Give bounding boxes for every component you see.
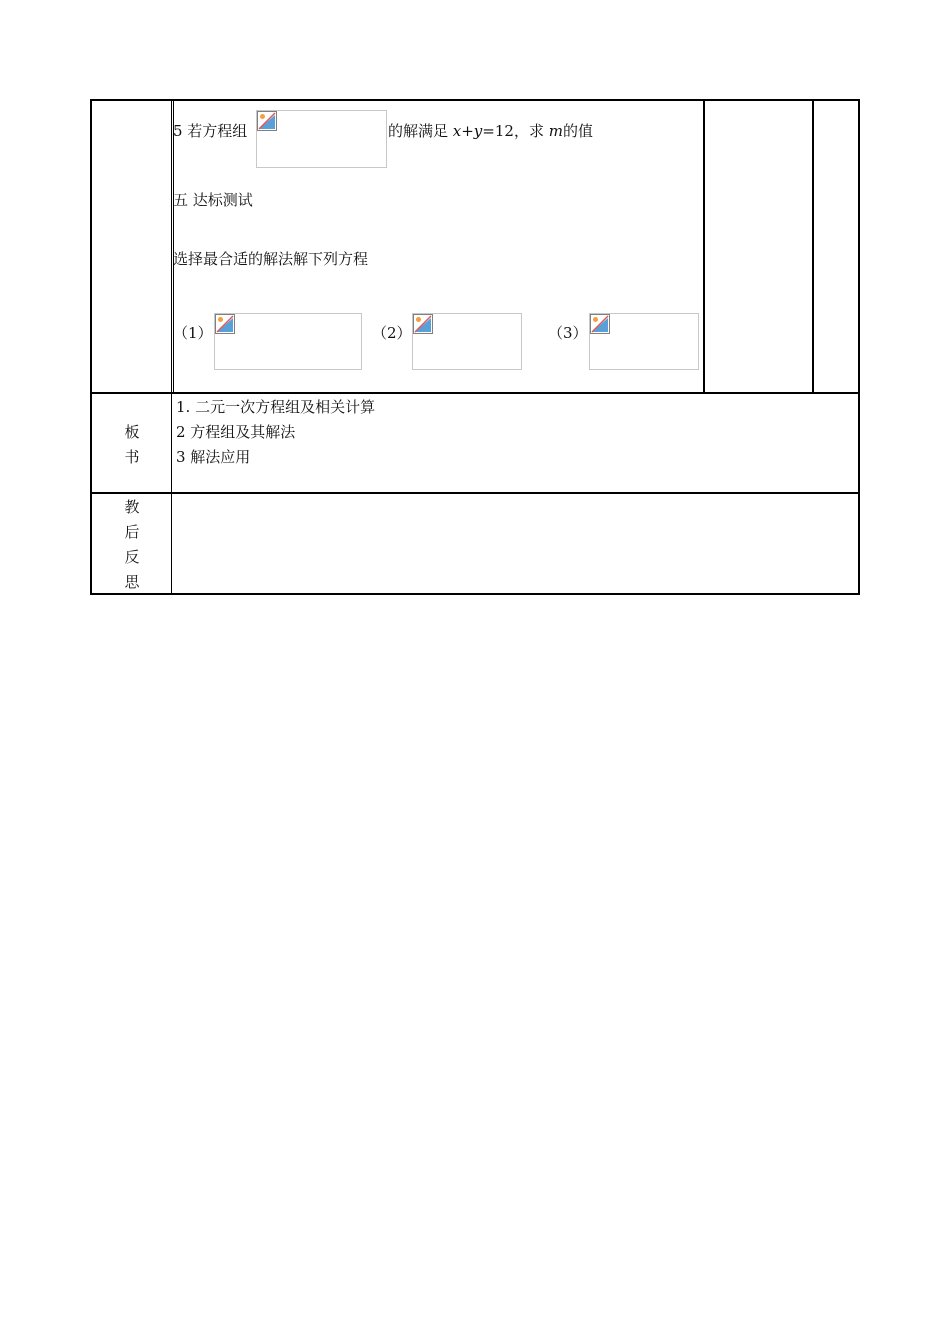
broken-image-icon [413,314,433,334]
section-title-5: 五 达标测试 [173,191,253,209]
instruction-text: 选择最合适的解法解下列方程 [173,250,369,268]
table-col-divider-1 [171,99,172,595]
broken-image-icon [590,314,610,334]
reflection-header-char-1: 教 [124,498,140,516]
q5-expr: x+y [452,122,483,140]
problem-label-1: （1） [173,324,213,342]
equation-image-q5 [256,110,387,168]
broken-image-icon [257,111,277,131]
table-border-top [90,99,860,101]
board-header [117,420,147,470]
board-item-1: 1. 二元一次方程组及相关计算 [176,398,376,416]
table-col-divider-3 [812,99,814,394]
table-col-divider-2 [703,99,705,394]
table-col-divider-1b [173,99,174,394]
broken-image-icon [215,314,235,334]
reflection-header-char-4: 思 [124,573,140,591]
board-header-char-1: 板 [124,423,140,441]
board-item-2: 2 方程组及其解法 [176,423,296,441]
table-border-right [858,99,860,595]
q5-condition [388,121,593,141]
q5-prefix: 5 若方程组 [173,122,248,140]
reflection-header-char-2: 后 [124,523,140,541]
equation-image-2 [412,313,522,370]
reflection-header-char-3: 反 [124,548,140,566]
problem-label-3: （3） [548,324,588,342]
reflection-header [117,495,147,595]
table-row-divider-2 [90,492,860,494]
problem-label-2: （2） [372,324,412,342]
q5-suffix: 的值 [562,122,593,140]
board-item-3: 3 解法应用 [176,448,251,466]
equation-image-3 [589,313,699,370]
table-border-bottom [90,593,860,595]
q5-mid: 的解满足 [388,122,453,140]
q5-eq: =12，求 [482,122,549,140]
board-header-char-2: 书 [124,448,140,466]
q5-var: m [548,122,563,140]
table-border-left [90,99,92,595]
equation-image-1 [214,313,362,370]
table-row-divider-1 [90,392,860,394]
